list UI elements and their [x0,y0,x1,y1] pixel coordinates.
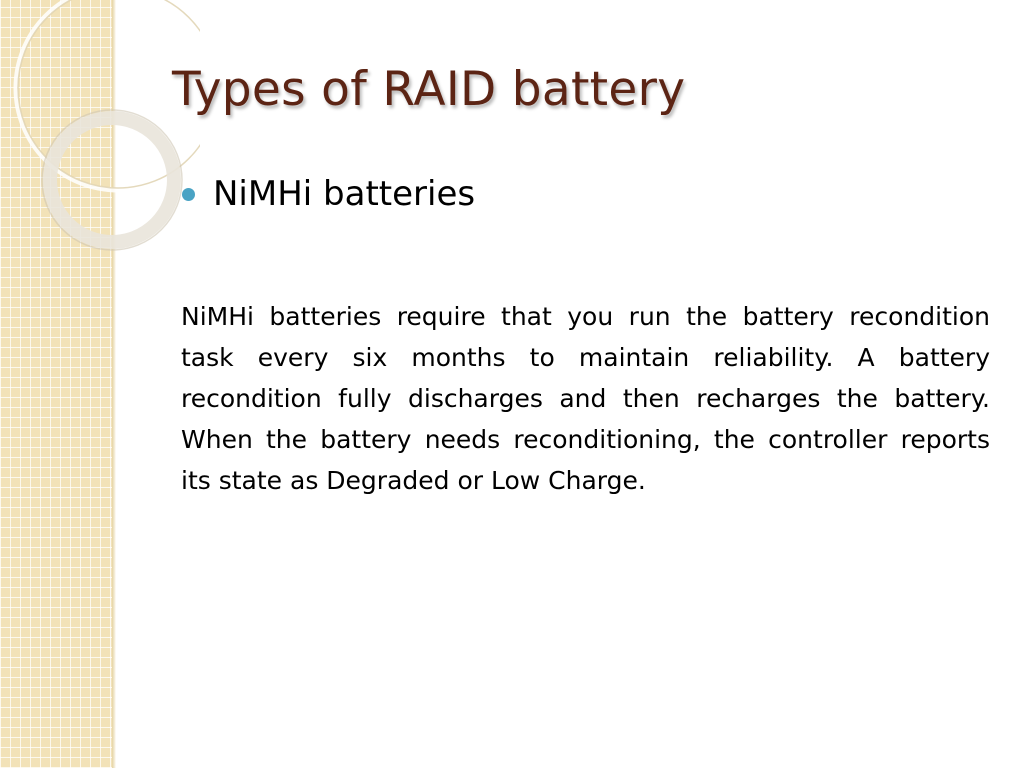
bullet-text: NiMHi batteries [213,174,476,214]
decorative-circles [0,0,200,260]
bullet-dot-icon [182,188,195,201]
slide-title: Types of RAID battery [172,62,686,117]
body-paragraph: NiMHi batteries require that you run the battery recondition task every six months to maintain reliability. A battery recondition fully discharges and then recharges the battery. When the battery needs reconditioning, the controller reports its state as Degraded or Low Charge. [181,302,990,495]
bullet-item [182,174,475,214]
